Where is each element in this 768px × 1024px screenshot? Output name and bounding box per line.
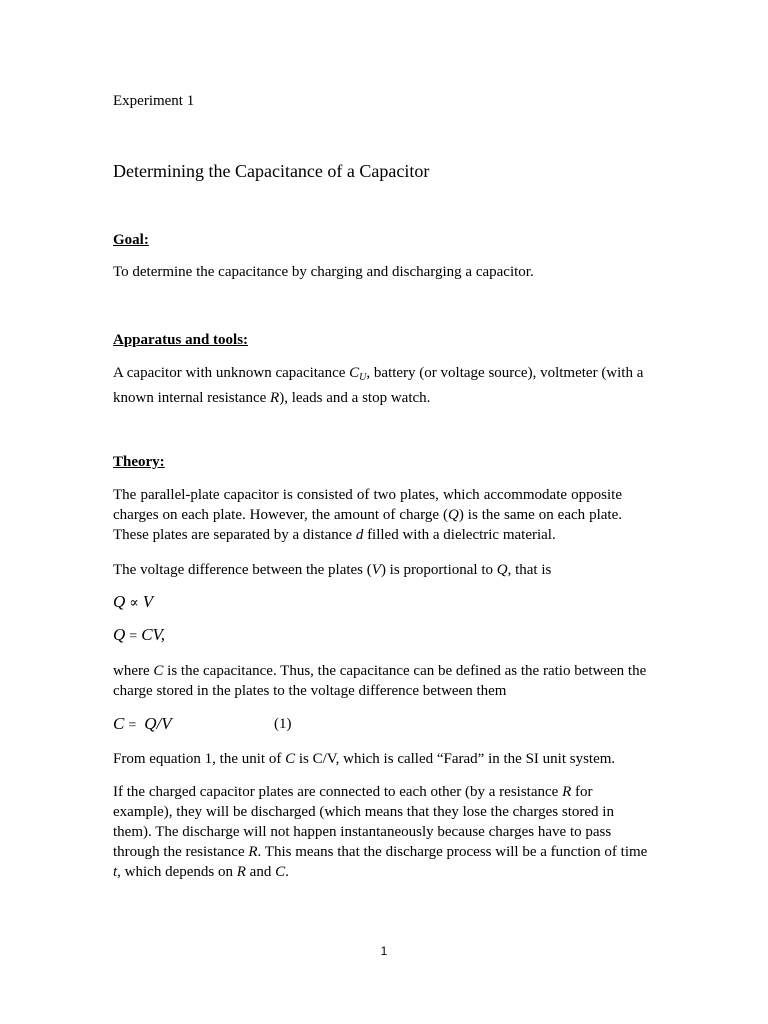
- goal-heading: Goal:: [113, 232, 149, 248]
- subscript-u: U: [359, 372, 367, 383]
- apparatus-text: A capacitor with unknown capacitance $C_U$, battery (or voltage source), voltmeter (with a known internal resistance R), leads and a stop watch.: [113, 365, 644, 406]
- theory-paragraph-5: If the charged capacitor plates are connected to each other (by a resistance R for example), they will be discharged (which means that they lose the charges stored in them). The discharge will not happen instantaneously because charges have to pass through the resistance R. This means that the discharge process will be a function of time t, which depends on R and C.: [113, 784, 648, 880]
- equation-1-number: (1): [274, 716, 292, 732]
- goal-text: To determine the capacitance by charging and discharging a capacitor.: [113, 264, 534, 280]
- theory-heading: Theory:: [113, 454, 165, 470]
- page-number: 1: [380, 944, 388, 958]
- equation-proportional: Q ∝ V: [113, 592, 154, 611]
- var-c: C: [349, 365, 360, 381]
- theory-paragraph-2: The voltage difference between the plates (V) is proportional to Q, that is: [113, 562, 552, 578]
- experiment-label: Experiment 1: [113, 93, 195, 109]
- equation-1: C = Q/V: [113, 714, 172, 733]
- var-r: R: [270, 390, 280, 406]
- theory-paragraph-4: From equation 1, the unit of C is C/V, which is called “Farad” in the SI unit system.: [113, 751, 616, 767]
- document-title: Determining the Capacitance of a Capacitor: [113, 161, 430, 181]
- equation-q-cv: Q = CV,: [113, 625, 165, 644]
- theory-paragraph-1: The parallel-plate capacitor is consisted of two plates, which accommodate opposite charges on each plate. However, the amount of charge (Q) is the same on each plate. These plates are separated by a distance d filled with a dielectric material.: [113, 487, 622, 543]
- apparatus-heading: Apparatus and tools:: [113, 332, 249, 348]
- theory-paragraph-3: where C is the capacitance. Thus, the capacitance can be defined as the ratio between the charge stored in the plates to the voltage difference between them: [113, 663, 647, 699]
